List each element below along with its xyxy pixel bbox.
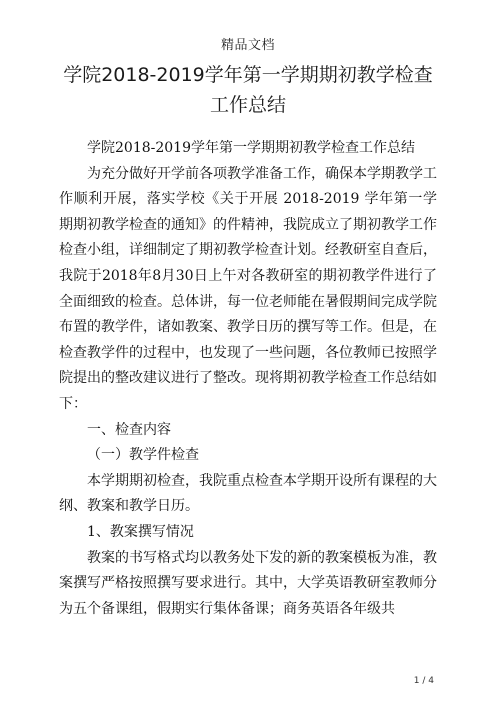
paragraph-inspection: 本学期期初检查，我院重点检查本学期开设所有课程的大纲、教案和教学日历。 <box>59 472 437 515</box>
item-heading: 1、教案撰写情况 <box>87 523 194 540</box>
document-body <box>59 136 437 622</box>
paragraph-intro: 为充分做好开学前各项教学准备工作，确保本学期教学工作顺利开展，落实学校《关于开展 2018-2019 学年第一学期期初教学检查的通知》的件精神，我院成立了期初教学工作检查小组，详细制定了期初教学检查计划。经教研室自查后，我院于2018年8月30日上午对各教研室的期初教学件进行了全面细致的检查。总体讲，每一位老师能在暑假期间完成学院布置的教学件，诸如教案、教学日历的撰写等工作。但是，在检查教学件的过程中，也发现了一些问题，各位教师已按照学院提出的整改建议进行了整改。现将期初教学检查工作总结如下： <box>59 165 437 412</box>
page-indicator: 1 / 4 <box>413 676 434 686</box>
paragraph-subtitle: 学院2018-2019学年第一学期期初教学检查工作总结 <box>87 140 415 156</box>
document-title: 学院2018-2019学年第一学期期初教学检查工作总结 <box>63 64 433 116</box>
section-heading: 一、检查内容 <box>87 421 171 438</box>
paragraph-lesson-plans: 教案的书写格式均以教务处下发的新的教案模板为准，教案撰写严格按照撰写要求进行。其中，大学英语教研室教师分为五个备课组，假期实行集体备课；商务英语各年级共 <box>59 549 437 617</box>
header-label: 精品文档 <box>220 38 275 53</box>
subsection-heading: （一）教学件检查 <box>87 447 199 464</box>
